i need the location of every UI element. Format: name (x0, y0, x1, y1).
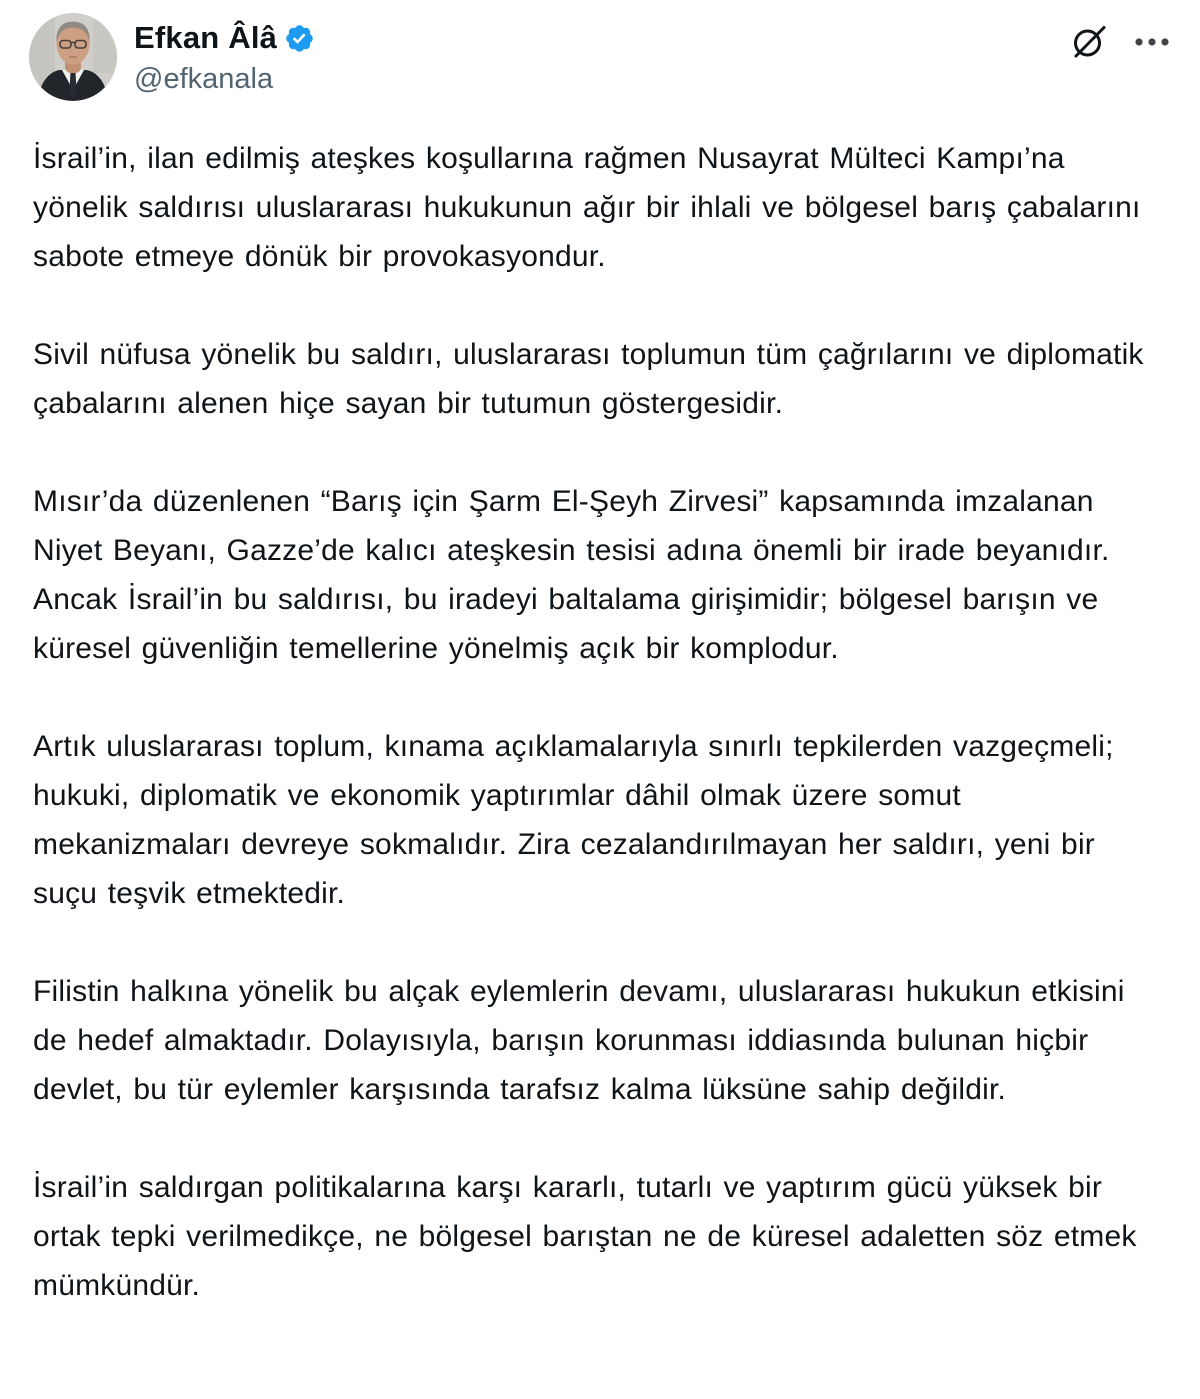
tweet-paragraph: Sivil nüfusa yönelik bu saldırı, uluslararası toplumun tüm çağrılarını ve diplomatik çabalarını alenen hiçe sayan bir tutumun göstergesidir. (33, 338, 1144, 420)
user-handle[interactable]: @efkanala (134, 63, 274, 95)
tweet-paragraph: Artık uluslararası toplum, kınama açıklamalarıyla sınırlı tepkilerden vazgeçmeli; hukuki, diplomatik ve ekonomik yaptırımlar dâhil olmak üzere somut mekanizmaları devreye sokmalıdır. Zira cezalandırılmayan her saldırı, yeni bir suçu teşvik etmektedir. (33, 730, 1114, 910)
display-name[interactable]: Efkan Âlâ (134, 20, 278, 55)
tweet-body (0, 101, 1200, 1310)
header-actions (1071, 13, 1170, 60)
grok-icon[interactable] (1071, 23, 1108, 60)
avatar[interactable] (29, 13, 117, 101)
user-info (134, 13, 315, 96)
tweet-paragraph: İsrail’in, ilan edilmiş ateşkes koşullarına rağmen Nusayrat Mülteci Kampı’na yönelik saldırısı uluslararası hukukunun ağır bir ihlali ve bölgesel barış çabalarını sabote etmeye dönük bir provokasyondur. (33, 142, 1141, 273)
name-row (134, 20, 315, 56)
verified-badge-icon (284, 23, 315, 54)
tweet-paragraph: Filistin halkına yönelik bu alçak eylemlerin devamı, uluslararası hukukun etkisini de hedef almaktadır. Dolayısıyla, barışın korunması iddiasında bulunan hiçbir devlet, bu tür eylemler karşısında tarafsız kalma lüksüne sahip değildir. (33, 975, 1125, 1106)
tweet-header (0, 0, 1200, 101)
more-options-icon[interactable] (1134, 36, 1170, 48)
tweet-paragraph: İsrail’in saldırgan politikalarına karşı kararlı, tutarlı ve yaptırım gücü yüksek bir ortak tepki verilmedikçe, ne bölgesel barıştan ne de küresel adaletten söz etmek mümkündür. (33, 1171, 1137, 1302)
tweet-paragraph: Mısır’da düzenlenen “Barış için Şarm El-Şeyh Zirvesi” kapsamında imzalanan Niyet Beyanı, Gazze’de kalıcı ateşkesin tesisi adına önemli bir irade beyanıdır. Ancak İsrail’in bu saldırısı, bu iradeyi baltalama girişimidir; bölgesel barışın ve küresel güvenliğin temellerine yönelmiş açık bir komplodur. (33, 485, 1110, 665)
